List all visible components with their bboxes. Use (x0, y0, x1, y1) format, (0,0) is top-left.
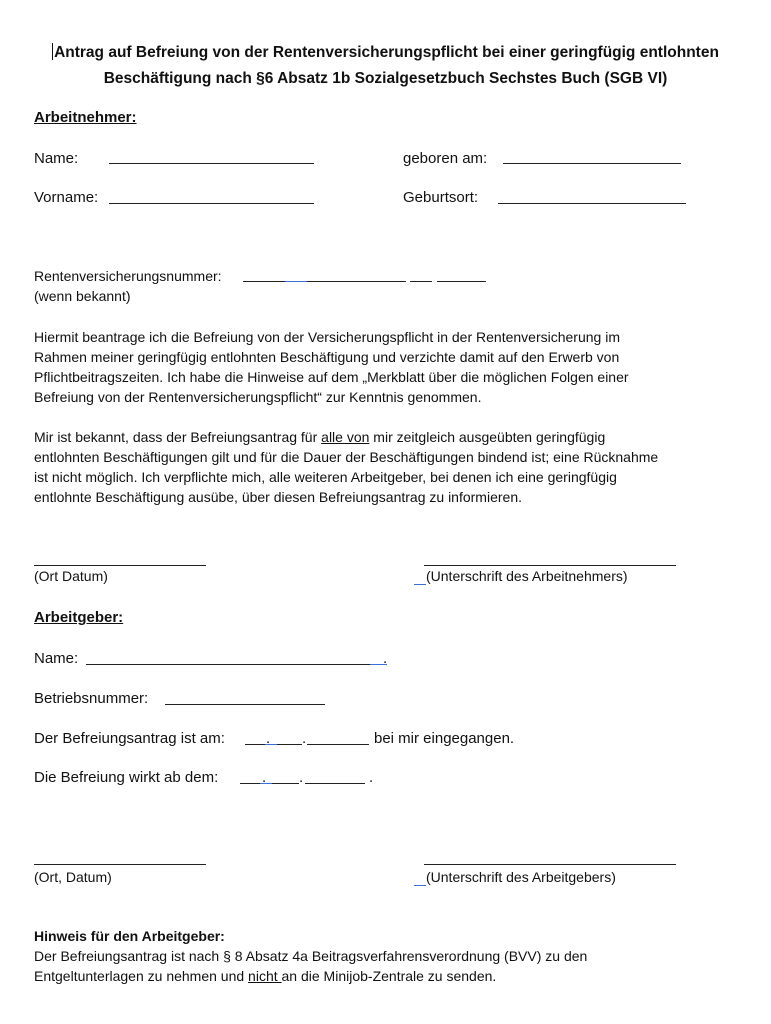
pension-number-note: (wenn bekannt) (34, 288, 131, 304)
date-separator: . (262, 769, 267, 786)
note-text: Entgeltunterlagen zu nehmen und (34, 968, 249, 984)
pension-number-field-part1[interactable] (243, 281, 285, 282)
birthplace-field[interactable] (498, 203, 686, 204)
text-cursor (52, 43, 53, 60)
firstname-field[interactable] (109, 203, 314, 204)
underlined-all-of: alle von (321, 429, 370, 445)
born-field[interactable] (503, 163, 681, 164)
received-date-label: Der Befreiungsantrag ist am: (34, 730, 225, 747)
employer-signature-field[interactable] (424, 864, 676, 865)
born-label: geboren am: (403, 150, 488, 167)
employer-note-line-2 (34, 968, 496, 984)
birthplace-label: Geburtsort: (403, 189, 479, 206)
received-year-field[interactable] (307, 744, 369, 745)
document-title (0, 40, 771, 65)
effective-month-field[interactable] (272, 783, 299, 784)
document-title-line-2: Beschäftigung nach §6 Absatz 1b Sozialgesetzbuch Sechstes Buch (SGB VI) (103, 70, 668, 87)
effective-date-label: Die Befreiung wirkt ab dem: (34, 769, 219, 786)
received-day-field[interactable] (245, 744, 265, 745)
date-separator: . (302, 730, 307, 747)
pension-number-label: Rentenversicherungsnummer: (34, 268, 222, 284)
employer-heading: Arbeitgeber: (34, 609, 124, 626)
pension-number-field-part2[interactable] (285, 281, 307, 282)
employee-name-field[interactable] (109, 163, 314, 164)
place-date-label: (Ort Datum) (34, 568, 108, 584)
employer-name-field[interactable] (86, 664, 370, 665)
effective-day-field-marked[interactable] (260, 783, 272, 784)
date-separator: . (266, 730, 271, 747)
pension-number-field-part3[interactable] (307, 281, 406, 282)
paragraph-2 (34, 427, 724, 507)
note-text: an die Minijob-Zentrale zu senden. (281, 968, 497, 984)
employee-signature-label: (Unterschrift des Arbeitnehmers) (426, 568, 628, 584)
employer-name-dot: . (383, 650, 388, 667)
paragraph-1-line: Hiermit beantrage ich die Befreiung von der Versicherungspflicht in der Rentenversicherung im (34, 329, 620, 345)
title-line-1: Antrag auf Befreiung von der Rentenversicherungspflicht bei einer geringfügig entlohnten (54, 44, 719, 61)
paragraph-2-line: ist nicht möglich. Ich verpflichte mich, alle weiteren Arbeitgeber, bei denen ich eine geringfügig (34, 469, 617, 485)
paragraph-1-line: Pflichtbeitragszeiten. Ich habe die Hinweise auf dem „Merkblatt über die möglichen Folgen einer (34, 369, 629, 385)
employer-name-label: Name: (34, 650, 79, 667)
place-date-label-2: (Ort, Datum) (34, 869, 112, 885)
paragraph-2-text: Mir ist bekannt, dass der Befreiungsantrag für (34, 429, 322, 445)
paragraph-2-line (34, 427, 724, 447)
firstname-label: Vorname: (34, 189, 99, 206)
paragraph-2-text: mir zeitgleich ausgeübten geringfügig (369, 429, 606, 445)
employer-note-heading: Hinweis für den Arbeitgeber: (34, 928, 225, 944)
employer-place-date-field[interactable] (34, 864, 206, 865)
received-month-field[interactable] (277, 744, 302, 745)
paragraph-1-line: Rahmen meiner geringfügig entlohnten Beschäftigung und verzichte damit auf den Erwerb von (34, 349, 620, 365)
effective-suffix: . (369, 769, 374, 786)
employee-place-date-field[interactable] (34, 565, 206, 566)
employee-heading: Arbeitnehmer: (34, 109, 137, 126)
pension-number-field-part5[interactable] (437, 281, 486, 282)
paragraph-2-line: entlohnte Beschäftigung ausübe, über diesen Befreiungsantrag zu informieren. (34, 489, 522, 505)
spellcheck-mark (414, 885, 426, 886)
employee-name-label: Name: (34, 150, 79, 167)
underlined-not: nicht (248, 968, 282, 984)
employer-note-line-1: Der Befreiungsantrag ist nach § 8 Absatz 4a Beitragsverfahrensverordnung (BVV) zu den (34, 948, 588, 964)
pension-number-field-part4[interactable] (410, 281, 432, 282)
effective-day-field[interactable] (240, 783, 260, 784)
spellcheck-mark (414, 584, 426, 585)
effective-year-field[interactable] (305, 783, 365, 784)
received-suffix: bei mir eingegangen. (374, 730, 515, 747)
company-number-label: Betriebsnummer: (34, 690, 149, 707)
employer-signature-label: (Unterschrift des Arbeitgebers) (426, 869, 616, 885)
paragraph-1-line: Befreiung von der Rentenversicherungspflicht“ zur Kenntnis genommen. (34, 389, 482, 405)
company-number-field[interactable] (165, 704, 325, 705)
paragraph-2-line: entlohnten Beschäftigungen gilt und für die Dauer der Beschäftigungen bindend ist; eine Rücknahme (34, 449, 659, 465)
date-separator: . (299, 769, 304, 786)
paragraph-1 (34, 327, 724, 407)
employee-signature-field[interactable] (424, 565, 676, 566)
received-day-field-marked[interactable] (265, 744, 277, 745)
